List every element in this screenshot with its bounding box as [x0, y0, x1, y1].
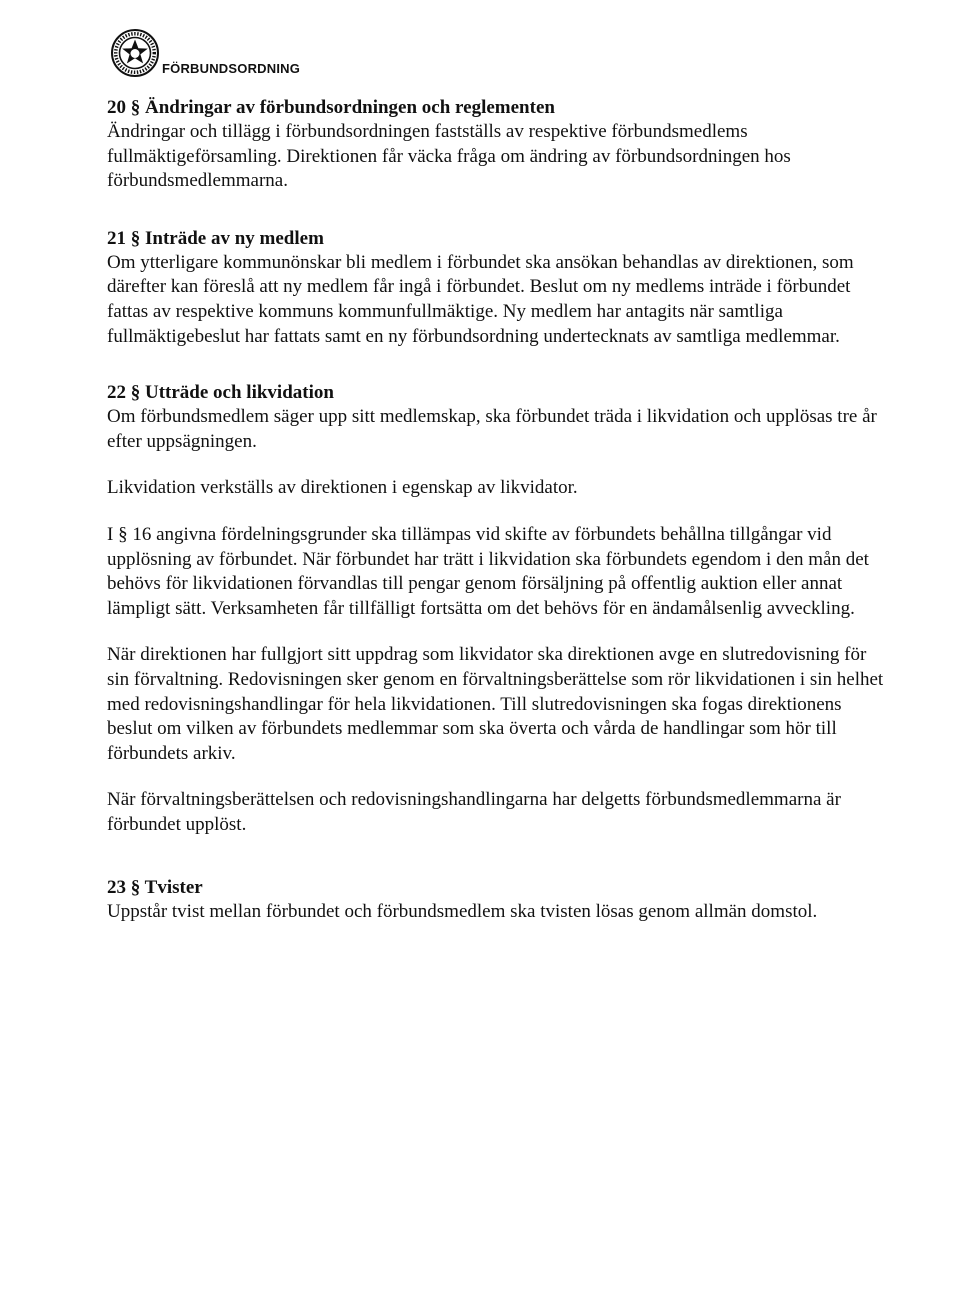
- section-20: [107, 96, 887, 194]
- section-paragraph: Om ytterligare kommunönskar bli medlem i förbundet ska ansökan behandlas av direktionen, som därefter kan föreslå att ny medlem får ingå i förbundet. Beslut om ny medlems inträde i förbundet fattas av respektive kommuns kommunfullmäktige. Ny medlem har antagits när samtliga fullmäktigebeslut har fattats samt en ny förbundsordning undertecknats av samtliga medlemmar.: [107, 251, 854, 347]
- section-paragraph: I § 16 angivna fördelningsgrunder ska tillämpas vid skifte av förbundets behållna tillgångar vid upplösning av förbundet. När förbundet har trätt i likvidation ska förbundets egendom i den mån det behövs för likvidationen förvandlas till pengar genom försäljning på offentlig auktion eller annat lämpligt sätt. Verksamheten får tillfälligt fortsätta om det behövs för en ändamålsenlig avveckling.: [107, 523, 869, 619]
- section-21: [107, 227, 887, 349]
- page-header: [110, 28, 300, 78]
- municipal-association-seal-icon: [110, 28, 160, 78]
- section-paragraph: Uppstår tvist mellan förbundet och förbundsmedlem ska tvisten lösas genom allmän domstol.: [107, 901, 818, 923]
- section-paragraph: Likvidation verkställs av direktionen i egenskap av likvidator.: [107, 477, 578, 499]
- section-22: [107, 381, 887, 837]
- document-body: [107, 96, 887, 925]
- section-paragraph: När direktionen har fullgjort sitt uppdrag som likvidator ska direktionen avge en slutredovisning för sin förvaltning. Redovisningen sker genom en förvaltningsberättelse som rör likvidationen i sin helhet med redovisningshandlingar för hela likvidationen. Till slutredovisningen ska fogas direktionens beslut om vilken av förbundets medlemmar som ska överta och vårda de handlingar som hör till förbundets arkiv.: [107, 644, 884, 764]
- section-heading: 20 § Ändringar av förbundsordningen och reglementen: [107, 97, 555, 118]
- section-paragraph: Om förbundsmedlem säger upp sitt medlemskap, ska förbundet träda i likvidation och upplösas tre år efter uppsägningen.: [107, 406, 877, 452]
- section-heading: 23 § Tvister: [107, 877, 203, 899]
- section-heading: 22 § Utträde och likvidation: [107, 382, 334, 404]
- section-paragraph: När förvaltningsberättelsen och redovisningshandlingarna har delgetts förbundsmedlemmarna är förbundet upplöst.: [107, 789, 841, 835]
- section-paragraph: Ändringar och tillägg i förbundsordningen fastställs av respektive förbundsmedlems fullmäktigeförsamling. Direktionen får väcka fråga om ändring av förbundsordningen hos förbundsmedlemmarna.: [107, 121, 791, 192]
- section-heading: 21 § Inträde av ny medlem: [107, 227, 324, 249]
- section-23: [107, 876, 887, 925]
- document-title: FÖRBUNDSORDNING: [162, 61, 301, 76]
